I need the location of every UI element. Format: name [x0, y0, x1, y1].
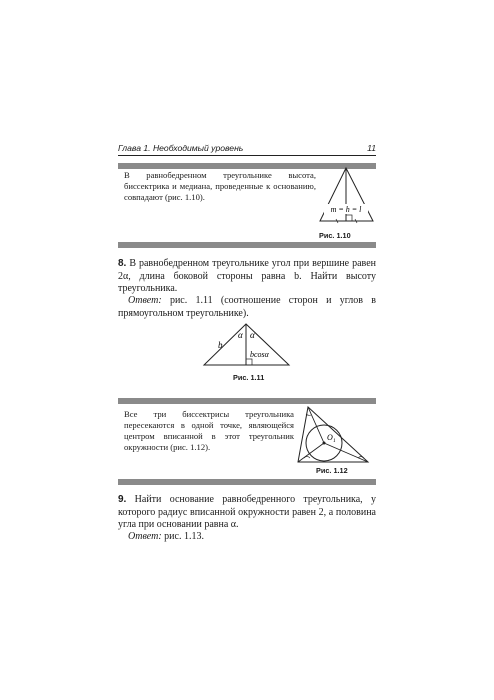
answer-text-8: рис. 1.11 (соотношение сторон и углов в прямоугольном треугольнике). [118, 295, 377, 319]
center-label: O [327, 433, 333, 442]
figure-1-10-label: m = h = l [330, 205, 362, 214]
running-header [118, 143, 376, 153]
alpha-right-label: α [250, 330, 255, 340]
answer-label-8: Ответ: [128, 295, 162, 306]
box1-bottom-bar [118, 242, 376, 248]
box2-bottom-bar [118, 479, 376, 485]
box2-text: Все три биссектрисы треугольника пересекаются в одной точке, являющейся центром вписанной в этот треугольник окружности (рис. 1.12). [124, 409, 294, 452]
caption-1-11: Рис. 1.11 [233, 373, 265, 382]
problem-9-answer [118, 531, 376, 544]
figure-1-11 [198, 321, 298, 367]
problem-8 [118, 258, 376, 296]
problem-9-number: 9. [118, 494, 127, 505]
side-b-label: b [218, 340, 223, 350]
problem-8-text: В равнобедренном треугольнике угол при вершине равен 2α, длина боковой стороны равна b. Найти высоту треугольника. [118, 258, 376, 295]
chapter-title: Глава 1. Необходимый уровень [118, 143, 244, 153]
figure-1-10 [316, 166, 376, 234]
height-label: bcosα [250, 350, 269, 359]
caption-1-10: Рис. 1.10 [319, 231, 351, 240]
caption-1-12: Рис. 1.12 [316, 466, 348, 475]
box1-text: В равнобедренном треугольнике высота, биссектрика и медиана, проведенные к основанию, совпадают (рис. 1.10). [124, 170, 316, 202]
problem-9-text: Найти основание равнобедренного треугольника, у которого радиус вписанной окружности равен 2, а половина угла при основании равна α. [118, 494, 376, 531]
problem-8-number: 8. [118, 258, 127, 269]
answer-label-9: Ответ: [128, 531, 162, 542]
alpha-left-label: α [238, 330, 243, 340]
problem-8-answer [118, 295, 376, 320]
figure-1-12 [290, 404, 376, 466]
center-subscript: 1 [333, 438, 336, 444]
header-rule [118, 155, 376, 156]
problem-9 [118, 494, 376, 532]
answer-text-9: рис. 1.13. [164, 531, 204, 542]
page-number: 11 [367, 143, 376, 153]
